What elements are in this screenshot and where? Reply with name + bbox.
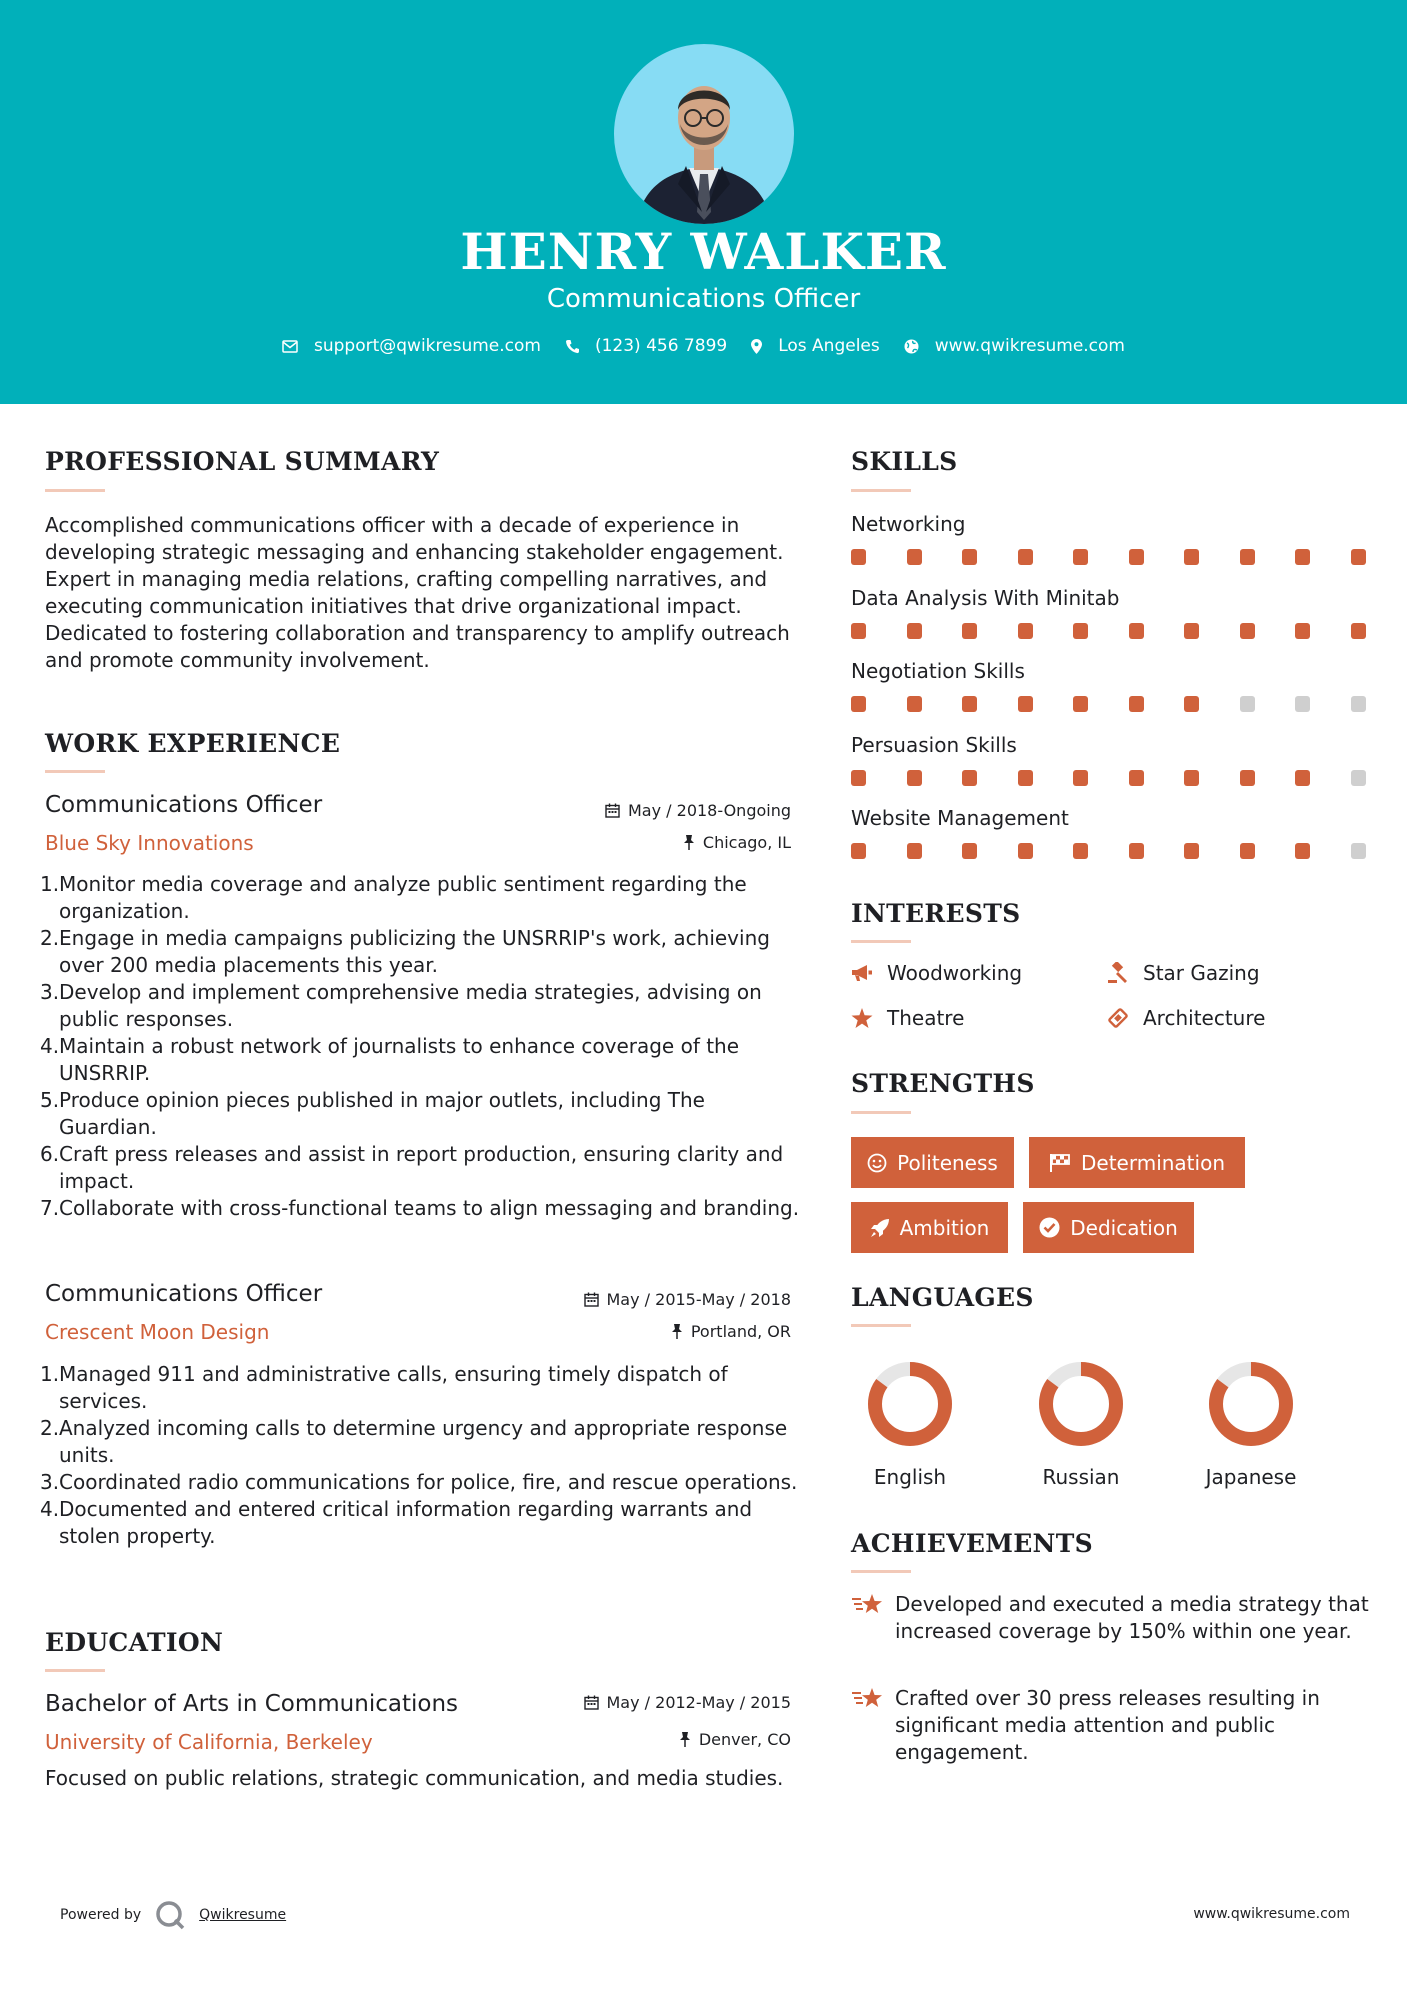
language-label: Russian [1042,1465,1120,1489]
list-item: 6. Craft press releases and assist in report production, ensuring clarity and impact. [40,1142,784,1193]
skill-label: Persuasion Skills [851,732,1017,757]
rating-dot-filled [1018,623,1033,639]
job-location: Chicago, IL [480,833,791,852]
job-date: May / 2018-Ongoing [480,801,791,820]
rating-dot-filled [1240,843,1255,859]
rating-dot-filled [1295,843,1310,859]
list-item: 4. Documented and entered critical information regarding warrants and stolen property. [40,1497,753,1548]
education-date: May / 2012-May / 2015 [480,1693,791,1712]
job-company: Crescent Moon Design [45,1320,270,1344]
interest-item: Architecture [1107,1006,1265,1030]
list-item: 3. Coordinated radio communications for police, fire, and rescue operations. [40,1470,798,1494]
rating-dot-filled [1018,770,1033,786]
language-ring [1207,1360,1295,1448]
summary-heading: PROFESSIONAL SUMMARY [45,447,440,476]
rating-dot-filled [1129,696,1144,712]
footer-url[interactable]: www.qwikresume.com [1193,1906,1350,1922]
skill-rating [851,623,1365,639]
rating-dot-filled [962,843,977,859]
rating-dot-filled [1129,843,1144,859]
achievements-heading: ACHIEVEMENTS [851,1529,1093,1558]
rating-dot-filled [907,696,922,712]
rating-dot-filled [1351,549,1366,565]
rating-dot-filled [1295,770,1310,786]
rating-dot-filled [851,549,866,565]
contact-email[interactable] [282,336,541,356]
qwikresume-logo-icon [155,1900,187,1930]
rating-dot-filled [1073,843,1088,859]
phone-icon [565,339,579,354]
pin-icon [671,1324,683,1339]
rating-dot-filled [907,843,922,859]
strengths-heading: STRENGTHS [851,1069,1035,1098]
school-name: University of California, Berkeley [45,1730,373,1754]
list-item: 2. Analyzed incoming calls to determine urgency and appropriate response units. [40,1416,788,1467]
skill-label: Networking [851,512,966,536]
achievement-item: Crafted over 30 press releases resulting in significant media attention and public engagement. [851,1685,1371,1766]
email-text: support@qwikresume.com [314,336,541,356]
rating-dot-filled [1129,770,1144,786]
rating-dot-filled [1240,623,1255,639]
rating-dot-filled [1184,623,1199,639]
rocket-icon [870,1218,890,1238]
skill-rating [851,696,1365,712]
skill-label: Data Analysis With Minitab [851,585,1120,610]
star-icon [851,1008,873,1029]
summary-underline [45,489,105,492]
contact-website[interactable] [904,336,1125,356]
strength-badge: Politeness [851,1137,1014,1188]
contact-bar [0,336,1407,356]
list-item: 3. Develop and implement comprehensive media strategies, advising on public responses. [40,980,762,1031]
rating-dot-filled [1295,549,1310,565]
rating-dot-filled [851,843,866,859]
rating-dot-filled [1351,623,1366,639]
rating-dot-empty [1351,843,1366,859]
list-item: 7. Collaborate with cross-functional teams to align messaging and branding. [40,1196,800,1220]
location-text: Los Angeles [778,336,880,356]
skills-heading: SKILLS [851,447,958,476]
megaphone-icon [851,964,873,982]
job-location: Portland, OR [480,1322,791,1341]
rating-dot-filled [1073,770,1088,786]
strength-badge: Determination [1029,1137,1245,1188]
language-ring [1037,1360,1125,1448]
skill-rating [851,770,1365,786]
envelope-icon [282,340,298,353]
calendar-icon [584,1695,599,1710]
contact-phone[interactable] [565,336,727,356]
rating-dot-filled [851,770,866,786]
ticket-icon [1107,1007,1129,1029]
job-date: May / 2015-May / 2018 [480,1290,791,1309]
rating-dot-filled [1018,696,1033,712]
rating-dot-filled [1018,843,1033,859]
list-item: 4. Maintain a robust network of journalists to enhance coverage of the UNSRRIP. [40,1034,740,1085]
globe-icon [904,339,919,354]
contact-location [751,336,880,356]
shooting-star-icon [851,1685,885,1713]
rating-dot-filled [962,549,977,565]
phone-text: (123) 456 7899 [594,336,728,356]
rating-dot-filled [907,770,922,786]
experience-underline [45,770,105,773]
rating-dot-filled [1184,696,1199,712]
gavel-icon [1107,962,1129,984]
rating-dot-filled [1129,623,1144,639]
job-role: Communications Officer [45,1281,323,1307]
interest-item: Theatre [851,1006,964,1030]
skill-rating [851,549,1365,565]
experience-heading: WORK EXPERIENCE [45,729,341,758]
rating-dot-filled [851,623,866,639]
interest-item: Woodworking [851,961,1022,985]
qwikresume-link[interactable]: Qwikresume [199,1907,287,1923]
pin-icon [683,835,695,850]
rating-dot-filled [1184,549,1199,565]
rating-dot-filled [962,770,977,786]
achievement-item: Developed and executed a media strategy that increased coverage by 150% within one year. [851,1591,1371,1645]
list-item: 1. Managed 911 and administrative calls, ensuring timely dispatch of services. [40,1362,728,1413]
pin-icon [679,1732,691,1747]
list-item: 5. Produce opinion pieces published in major outlets, including The Guardian. [40,1088,705,1139]
rating-dot-filled [1184,770,1199,786]
rating-dot-filled [1240,770,1255,786]
language-ring [866,1360,954,1448]
education-location: Denver, CO [480,1730,791,1749]
summary-text: Accomplished communications officer with a decade of experience in developing strategic messaging and enhancing stakeholder engagement. Expert in managing media relations, crafting compelling narratives, and executing communication initiatives that drive organizational impact. Dedicated to fostering collaboration and transparency to amplify outreach and promote community involvement. [45,513,790,672]
skill-label: Negotiation Skills [851,659,1025,683]
job-duties [40,871,800,1222]
rating-dot-filled [1129,549,1144,565]
candidate-name: HENRY WALKER [460,222,947,281]
calendar-icon [584,1292,599,1307]
profile-photo [614,44,794,224]
rating-dot-filled [962,696,977,712]
language-label: Japanese [1205,1465,1297,1489]
achievements-underline [851,1570,911,1573]
rating-dot-filled [1184,843,1199,859]
languages-underline [851,1324,911,1327]
check-circle-icon [1039,1217,1060,1238]
skills-underline [851,489,911,492]
flag-icon [1049,1153,1071,1173]
rating-dot-filled [1073,623,1088,639]
map-marker-icon [751,339,762,354]
rating-dot-empty [1351,770,1366,786]
shooting-star-icon [851,1591,885,1619]
rating-dot-filled [851,696,866,712]
footer-credit: Powered by Qwikresume [60,1900,286,1930]
list-item: 2. Engage in media campaigns publicizing the UNSRRIP's work, achieving over 200 media placements this year. [40,926,770,977]
interests-underline [851,940,911,943]
rating-dot-filled [1018,549,1033,565]
interests-heading: INTERESTS [851,899,1021,928]
skill-rating [851,843,1365,859]
rating-dot-filled [1240,549,1255,565]
rating-dot-filled [907,549,922,565]
rating-dot-empty [1351,696,1366,712]
rating-dot-filled [1073,549,1088,565]
candidate-title: Communications Officer [546,284,861,314]
rating-dot-filled [907,623,922,639]
degree-title: Bachelor of Arts in Communications [45,1691,459,1717]
job-duties [40,1361,800,1550]
job-role: Communications Officer [45,792,323,818]
education-text: Focused on public relations, strategic communication, and media studies. [45,1766,784,1790]
strengths-underline [851,1111,911,1114]
strength-badge: Dedication [1023,1202,1194,1253]
website-text: www.qwikresume.com [934,336,1125,356]
strength-badge: Ambition [851,1202,1008,1253]
language-label: English [873,1465,947,1489]
skill-label: Website Management [851,806,1069,830]
languages-heading: LANGUAGES [851,1283,1034,1312]
rating-dot-filled [1295,623,1310,639]
rating-dot-filled [962,623,977,639]
job-company: Blue Sky Innovations [45,831,254,855]
resume-header [0,0,1407,404]
interest-item: Star Gazing [1107,961,1260,985]
list-item: 1. Monitor media coverage and analyze public sentiment regarding the organization. [40,872,747,923]
rating-dot-empty [1240,696,1255,712]
education-heading: EDUCATION [45,1628,224,1657]
rating-dot-filled [1073,696,1088,712]
education-underline [45,1669,105,1672]
smile-icon [867,1153,887,1173]
calendar-icon [605,803,620,818]
rating-dot-empty [1295,696,1310,712]
